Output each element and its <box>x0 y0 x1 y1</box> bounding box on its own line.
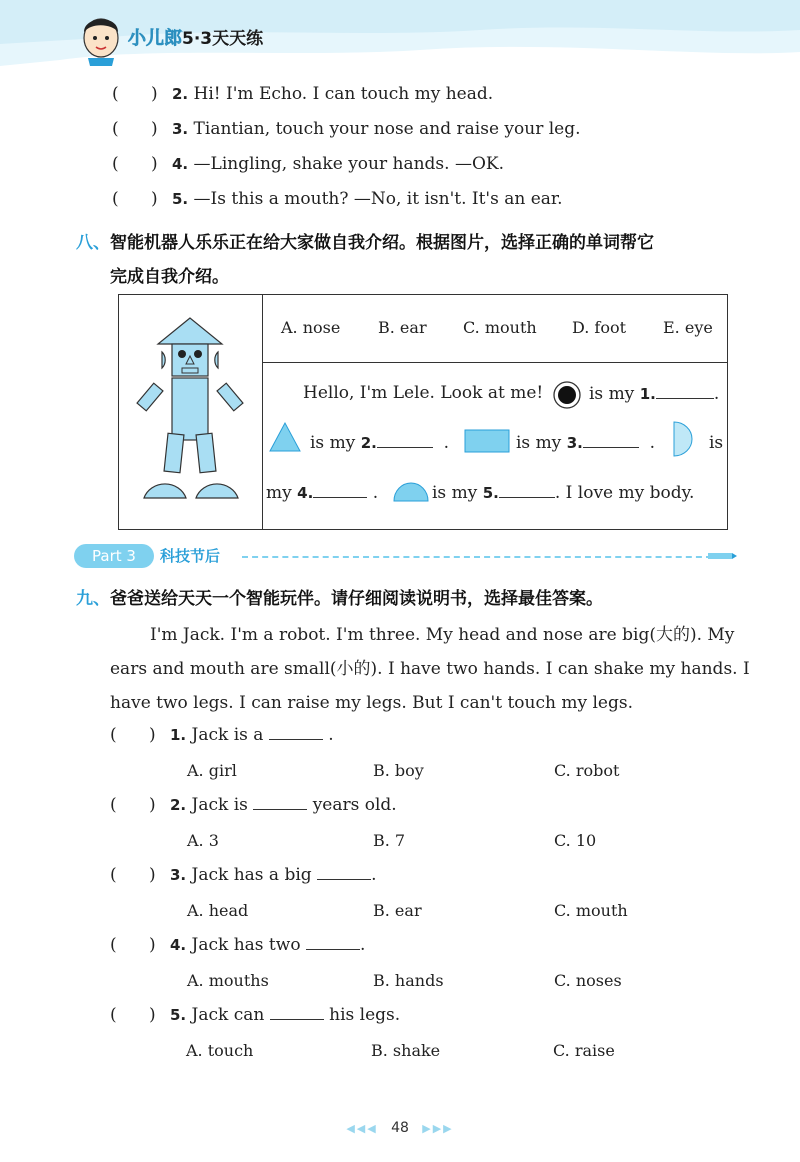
period: . <box>649 433 656 453</box>
intro-line-1 <box>303 383 543 403</box>
blank-number-2: 2. <box>360 434 377 452</box>
answer-paren[interactable]: ( ) <box>110 935 156 955</box>
answer-paren[interactable]: ( ) <box>110 865 156 885</box>
answer-blank[interactable] <box>306 935 360 950</box>
choice-b[interactable]: B. boy <box>373 761 424 780</box>
question-row <box>112 154 504 174</box>
intro-greeting: Hello, I'm Lele. Look at me! <box>303 383 544 403</box>
answer-paren[interactable]: ( ) <box>112 154 158 174</box>
question-row <box>112 189 563 209</box>
answer-blank-4[interactable] <box>313 483 367 498</box>
period: . <box>372 483 379 503</box>
part3-label: Part 3 <box>74 544 154 568</box>
answer-blank[interactable] <box>253 795 307 810</box>
reading-passage <box>110 618 750 720</box>
answer-blank[interactable] <box>269 725 323 740</box>
question-number: 3. <box>172 120 189 138</box>
passage-line: have two legs. I can raise my legs. But I can't touch my legs. <box>110 693 633 713</box>
choice-b[interactable]: B. 7 <box>373 831 406 850</box>
page-number: 48 <box>391 1120 409 1136</box>
is-word: is <box>709 433 724 453</box>
section8-title-line1: 智能机器人乐乐正在给大家做自我介绍。根据图片，选择正确的单词帮它 <box>110 233 654 253</box>
right-arrows-icon: ▶▶▶ <box>422 1122 454 1135</box>
answer-paren[interactable]: ( ) <box>112 119 158 139</box>
choice-a[interactable]: A. touch <box>186 1041 254 1060</box>
intro-blank-3 <box>516 433 655 453</box>
question-number: 4. <box>172 155 189 173</box>
is-my-text: is my <box>589 384 635 404</box>
page-footer <box>0 1120 800 1136</box>
choice-c[interactable]: C. 10 <box>554 831 597 850</box>
question-tail: years old. <box>312 795 397 815</box>
answer-blank-1[interactable] <box>656 384 714 399</box>
answer-blank[interactable] <box>270 1005 324 1020</box>
brand-name: 小儿郎 <box>128 28 182 49</box>
choice-a[interactable]: A. mouths <box>187 971 269 990</box>
brand-title <box>128 24 263 50</box>
period: . <box>443 433 450 453</box>
section9-mark: 九、 <box>76 589 110 609</box>
is-my-text: is my <box>432 483 478 503</box>
section8-title <box>76 226 776 294</box>
section8-title-line2: 完成自我介绍。 <box>110 267 229 287</box>
question-row <box>110 935 365 955</box>
question-text: Jack has a big <box>191 865 312 885</box>
half-circle-shape-icon <box>672 420 694 458</box>
passage-line: I'm Jack. I'm a robot. I'm three. My head and nose are big(大的). My <box>150 625 735 645</box>
question-text: Jack can <box>191 1005 265 1025</box>
answer-paren[interactable]: ( ) <box>110 1005 156 1025</box>
left-arrows-icon: ◀◀◀ <box>346 1122 378 1135</box>
passage-line: ears and mouth are small(小的). I have two hands. I can shake my hands. I <box>110 659 750 679</box>
period: . <box>713 384 720 404</box>
dome-shape-icon <box>392 480 430 502</box>
part3-divider <box>242 556 712 558</box>
choice-b[interactable]: B. hands <box>373 971 444 990</box>
answer-paren[interactable]: ( ) <box>112 189 158 209</box>
section9-title <box>76 584 603 609</box>
choice-b[interactable]: B. shake <box>371 1041 441 1060</box>
triangle-shape-icon <box>268 421 302 453</box>
intro-blank-1 <box>589 384 719 404</box>
blank-number-5: 5. <box>482 484 499 502</box>
blank-number-1: 1. <box>639 385 656 403</box>
answer-blank[interactable] <box>317 865 371 880</box>
question-row <box>110 725 334 745</box>
choice-a[interactable]: A. head <box>187 901 249 920</box>
closing-text: . I love my body. <box>554 483 695 503</box>
question-number: 5. <box>170 1006 187 1024</box>
blank-number-4: 4. <box>297 484 314 502</box>
answer-paren[interactable]: ( ) <box>112 84 158 104</box>
eye-circle-icon <box>552 380 582 410</box>
pencil-icon <box>706 550 738 562</box>
question-number: 1. <box>170 726 187 744</box>
option-eye: E. eye <box>663 318 713 337</box>
answer-paren[interactable]: ( ) <box>110 725 156 745</box>
question-text: Jack has two <box>191 935 301 955</box>
question-text: —Lingling, shake your hands. —OK. <box>193 154 504 174</box>
question-tail: his legs. <box>329 1005 401 1025</box>
choice-a[interactable]: A. 3 <box>187 831 219 850</box>
is-my-text: is my <box>516 433 562 453</box>
question-tail: . <box>328 725 334 745</box>
is-my-text: is my <box>310 433 356 453</box>
choice-c[interactable]: C. mouth <box>554 901 628 920</box>
option-mouth: C. mouth <box>463 318 537 337</box>
box-horizontal-divider <box>262 362 728 363</box>
question-tail: . <box>371 865 377 885</box>
question-number: 2. <box>170 796 187 814</box>
mascot-boy-icon <box>76 10 126 66</box>
question-number: 4. <box>170 936 187 954</box>
question-tail: . <box>359 935 366 955</box>
section9-title-text: 爸爸送给天天一个智能玩伴。请仔细阅读说明书，选择最佳答案。 <box>110 589 603 609</box>
question-row <box>112 84 493 104</box>
intro-blank-4 <box>266 483 378 503</box>
option-ear: B. ear <box>378 318 427 337</box>
question-row <box>112 119 581 139</box>
question-text: Hi! I'm Echo. I can touch my head. <box>193 84 494 104</box>
choice-b[interactable]: B. ear <box>373 901 422 920</box>
answer-paren[interactable]: ( ) <box>110 795 156 815</box>
robot-illustration <box>130 310 250 502</box>
question-text: Tiantian, touch your nose and raise your leg. <box>193 119 581 139</box>
question-number: 3. <box>170 866 187 884</box>
intro-blank-2 <box>310 433 449 453</box>
question-number: 5. <box>172 190 189 208</box>
question-number: 2. <box>172 85 189 103</box>
question-row <box>110 795 397 815</box>
brand-series: 5·3天天练 <box>182 29 264 49</box>
choice-c[interactable]: C. robot <box>554 761 620 780</box>
rectangle-shape-icon <box>464 429 510 453</box>
question-row <box>110 865 377 885</box>
answer-blank-3[interactable] <box>583 433 639 448</box>
answer-blank-5[interactable] <box>499 483 555 498</box>
question-text: —Is this a mouth? —No, it isn't. It's an ear. <box>193 189 563 209</box>
question-text: Jack is <box>191 795 248 815</box>
section8-mark: 八、 <box>76 233 110 253</box>
blank-number-3: 3. <box>566 434 583 452</box>
question-row <box>110 1005 400 1025</box>
option-foot: D. foot <box>572 318 627 337</box>
choice-c[interactable]: C. raise <box>553 1041 615 1060</box>
part3-title: 科技节后 <box>160 547 221 565</box>
my-word: my <box>266 483 292 503</box>
choice-c[interactable]: C. noses <box>554 971 622 990</box>
question-text: Jack is a <box>191 725 264 745</box>
box-vertical-divider <box>262 294 263 530</box>
answer-blank-2[interactable] <box>377 433 433 448</box>
option-nose: A. nose <box>281 318 341 337</box>
intro-blank-5 <box>432 483 694 503</box>
choice-a[interactable]: A. girl <box>187 761 237 780</box>
